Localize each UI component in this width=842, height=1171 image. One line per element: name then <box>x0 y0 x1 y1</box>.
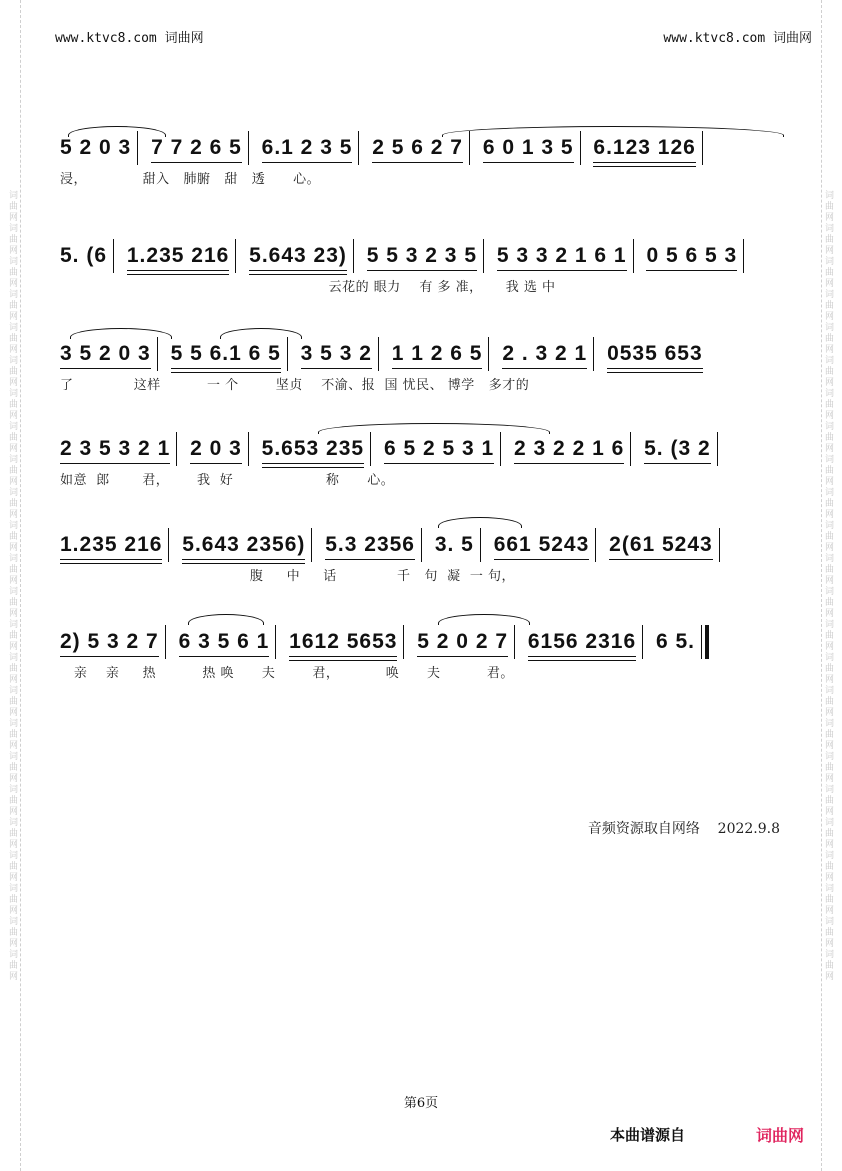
score-line-6 <box>60 622 784 688</box>
measure: 1 1 2 6 5 <box>392 334 483 374</box>
slur <box>438 517 522 528</box>
source-note: 音频资源取自网络 <box>587 821 700 837</box>
page-number: 第6页 <box>403 1096 439 1111</box>
score-line-5 <box>60 525 784 591</box>
measure: 2 . 3 2 1 <box>502 334 587 374</box>
score-line-2 <box>60 236 784 302</box>
measure: 5 2 0 2 7 <box>417 622 508 662</box>
barline <box>370 432 371 466</box>
barline <box>642 625 643 659</box>
notation-row <box>60 525 784 565</box>
measure: 2(61 5243 <box>609 525 713 565</box>
measure: 6.1 2 3 5 <box>262 128 353 168</box>
score-line-4 <box>60 429 784 495</box>
measure: 6156 2316 <box>528 622 636 662</box>
measure: 2) 5 3 2 7 <box>60 622 159 662</box>
measure: 5.643 23) <box>249 236 347 276</box>
slur <box>188 614 264 625</box>
side-watermark-left: 词曲网词曲网词曲网词曲网词曲网词曲网词曲网词曲网词曲网词曲网词曲网词曲网词曲网词曲网词曲网词曲网词曲网词曲网词曲网词曲网词曲网词曲网词曲网词曲网 <box>6 0 21 1171</box>
slur <box>70 328 172 339</box>
credit-line <box>588 818 780 838</box>
notation-row <box>60 622 784 662</box>
barline <box>514 625 515 659</box>
lyrics-row: 浸， 甜入 肺腑 甜 透 心。 <box>60 172 321 187</box>
barline <box>168 528 169 562</box>
measure: 2 3 2 2 1 6 <box>514 429 624 469</box>
barline <box>378 337 379 371</box>
barline <box>176 432 177 466</box>
lyrics-row: 云花的 眼力 有 多 准， 我 选 中 <box>60 280 556 295</box>
measure: 1.235 216 <box>60 525 162 565</box>
barline <box>421 528 422 562</box>
barline <box>593 337 594 371</box>
barline <box>157 337 158 371</box>
barline <box>248 131 249 165</box>
measure: 5.643 2356) <box>182 525 305 565</box>
measure: 3. 5 <box>434 533 474 556</box>
measure: 3 5 3 2 <box>301 334 372 374</box>
measure: 5 5 3 2 3 5 <box>367 236 477 276</box>
measure: 2 0 3 <box>190 429 242 469</box>
barline <box>480 528 481 562</box>
measure: 0 5 6 5 3 <box>646 236 737 276</box>
barline <box>500 432 501 466</box>
measure: 7 7 2 6 5 <box>151 128 242 168</box>
slur <box>68 126 166 137</box>
footer-brand-logo: 词曲网 <box>756 1126 805 1145</box>
notation-row <box>60 429 784 469</box>
score-line-3 <box>60 334 784 400</box>
measure: 5 3 3 2 1 6 1 <box>497 236 627 276</box>
measure: 2 3 5 3 2 1 <box>60 429 170 469</box>
barline <box>719 528 720 562</box>
measure: 5. (3 2 <box>644 429 711 469</box>
slur <box>220 328 302 339</box>
notation-row <box>60 236 784 276</box>
final-barline <box>701 625 709 659</box>
barline <box>113 239 114 273</box>
barline <box>353 239 354 273</box>
barline <box>595 528 596 562</box>
slur <box>438 614 530 625</box>
measure: 6 0 1 3 5 <box>483 128 574 168</box>
measure: 6 5 2 5 3 1 <box>384 429 494 469</box>
barline <box>743 239 744 273</box>
measure: 1612 5653 <box>289 622 397 662</box>
notation-row <box>60 334 784 374</box>
barline <box>483 239 484 273</box>
side-watermark-right: 词曲网词曲网词曲网词曲网词曲网词曲网词曲网词曲网词曲网词曲网词曲网词曲网词曲网词曲网词曲网词曲网词曲网词曲网词曲网词曲网词曲网词曲网词曲网词曲网 <box>821 0 836 1171</box>
lyrics-row: 如意 郎 君， 我 好 称 心。 <box>60 473 395 488</box>
barline <box>311 528 312 562</box>
barline <box>358 131 359 165</box>
notation-row <box>60 128 784 168</box>
lyrics-row: 亲 亲 热 热 唤 夫 君， 唤 夫 君。 <box>60 666 514 681</box>
measure: 2 5 6 2 7 <box>372 128 463 168</box>
header-site-right: www.ktvc8.com 词曲网 <box>663 31 812 46</box>
measure: 6.123 126 <box>593 128 695 168</box>
barline <box>488 337 489 371</box>
measure: 5 2 0 3 <box>60 136 132 159</box>
measure: 5 5 6.1 6 5 <box>171 334 281 374</box>
measure: 661 5243 <box>494 525 590 565</box>
lyrics-row: 了 这样 一 个 坚贞 不渝、报 国 忧民、 博学 多才的 <box>60 378 530 393</box>
lyrics-row: 腹 中 话 千 句 凝 一 句， <box>60 569 516 584</box>
measure: 3 5 2 0 3 <box>60 334 151 374</box>
barline <box>630 432 631 466</box>
measure: 6 5. <box>655 630 696 653</box>
date: 2022.9.8 <box>717 821 780 837</box>
footer-source-label: 本曲谱源自 <box>610 1126 686 1144</box>
measure: 5. (6 <box>60 244 108 267</box>
measure: 5.3 2356 <box>325 525 415 565</box>
measure: 0535 653 <box>607 334 703 374</box>
slur <box>318 423 550 434</box>
barline <box>235 239 236 273</box>
barline <box>717 432 718 466</box>
measure: 1.235 216 <box>127 236 229 276</box>
barline <box>248 432 249 466</box>
barline <box>633 239 634 273</box>
barline <box>287 337 288 371</box>
measure: 6 3 5 6 1 <box>179 622 270 662</box>
barline <box>403 625 404 659</box>
slur <box>442 126 784 137</box>
barline <box>275 625 276 659</box>
barline <box>165 625 166 659</box>
measure: 5.653 235 <box>262 429 364 469</box>
score-line-1 <box>60 128 784 194</box>
header-site-left: www.ktvc8.com 词曲网 <box>55 31 204 46</box>
